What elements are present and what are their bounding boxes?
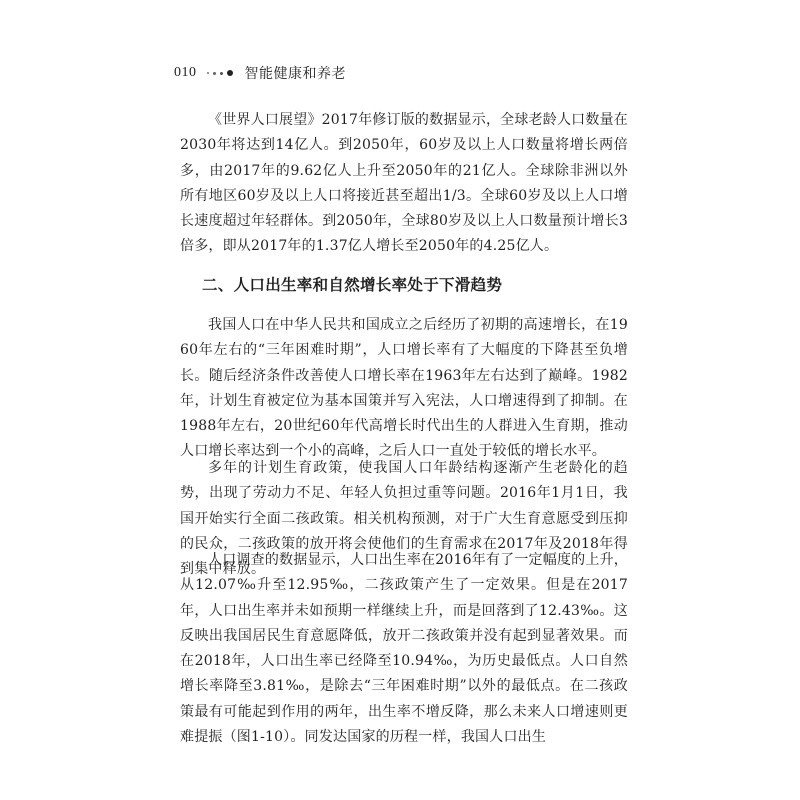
- body-paragraph: 我国人口在中华人民共和国成立之后经历了初期的高速增长，在1960年左右的“三年困难时期”，人口增长率有了大幅度的下降甚至负增长。随后经济条件改善使人口增长率在1963年左右达到了巅峰。1982年，计划生育被定位为基本国策并写入宪法，人口增速得到了抑制。在1988年左右，20世纪60年代高增长时代出生的人群进入生育期，推动人口增长率达到一个小的高峰，之后人口一直处于较低的增长水平。: [180, 317, 628, 460]
- page-number: 010: [174, 65, 197, 80]
- running-title: 智能健康和养老: [244, 66, 346, 82]
- section-heading: 二、人口出生率和自然增长率处于下滑趋势: [202, 276, 503, 294]
- running-header: [174, 61, 346, 85]
- body-paragraph: 《世界人口展望》2017年修订版的数据显示，全球老龄人口数量在2030年将达到14亿人。到2050年，60岁及以上人口数量将增长两倍多，由2017年的9.62亿人上升至2050年的21亿人。全球除非洲以外所有地区60岁及以上人口将接近甚至超出1/3。全球60岁及以上人口增长速度超过年轻群体。到2050年，全球80岁及以上人口数量预计增长3倍多，即从2017年的1.37亿人增长至2050年的4.25亿人。: [180, 112, 628, 255]
- body-paragraph: 人口调查的数据显示，人口出生率在2016年有了一定幅度的上升，从12.07‰升至12.95‰，二孩政策产生了一定效果。但是在2017年，人口出生率并未如预期一样继续上升，而是回落到了12.43‰。这反映出我国居民生育意愿降低，放开二孩政策并没有起到显著效果。而在2018年，人口出生率已经降至10.94‰，为历史最低点。人口自然增长率降至3.81‰，是除去“三年困难时期”以外的最低点。在二孩政策最有可能起到作用的两年，出生率不增反降，那么未来人口增速则更难提振（图1-10）。同发达国家的历程一样，我国人口出生: [180, 552, 628, 746]
- body-paragraph: 多年的计划生育政策，使我国人口年龄结构逐渐产生老龄化的趋势，出现了劳动力不足、年轻人负担过重等问题。2016年1月1日，我国开始实行全面二孩政策。相关机构预测，对于广大生育意愿受到压抑的民众，二孩政策的放开将会使他们的生育需求在2017年及2018年得到集中释放。: [180, 460, 628, 578]
- header-ornament-icon: [207, 70, 237, 76]
